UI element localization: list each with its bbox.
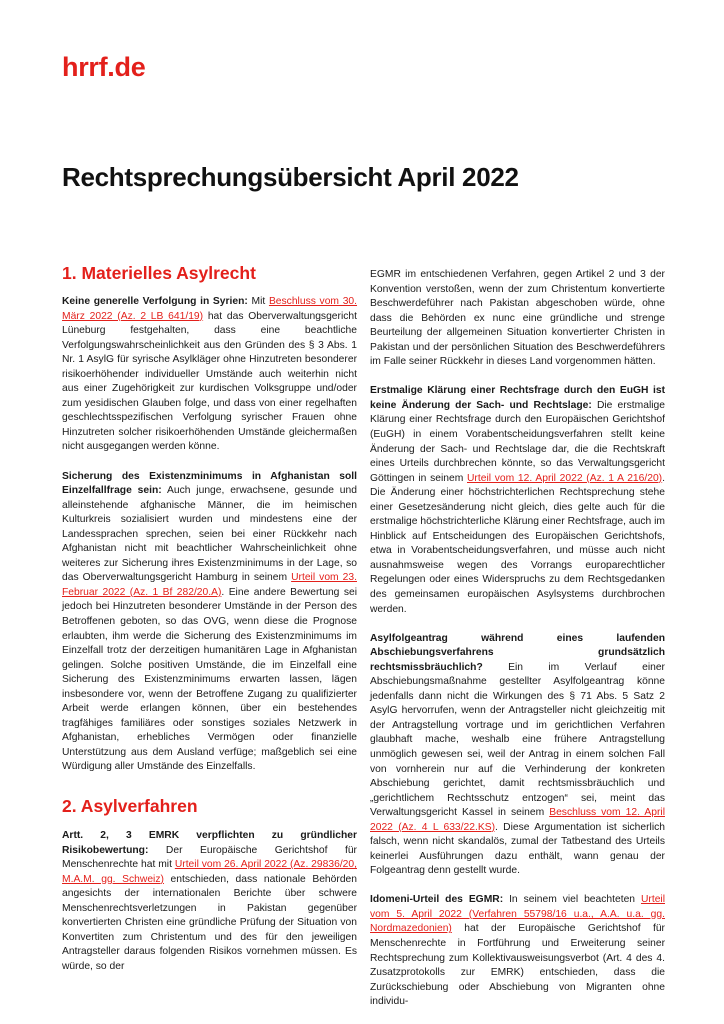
paragraph-afghanistan bbox=[62, 470, 357, 775]
paragraph-text: Die erstmalige Klärung einer Rechtsfrage durch den Europäischen Gerichtshof (EuGH) in einem Vorabentscheidungsverfahren stellt keine Änderung der Sach- und Rechtslage dar, die die Rechtskraft eines Urteils durchbrechen könnte, so das Verwaltungsgericht Göttingen in seinem bbox=[370, 399, 666, 484]
paragraph-emrk bbox=[62, 829, 357, 974]
paragraph-lead: Erstmalige Klärung einer Rechtsfrage durch den EuGH ist keine Änderung der Sach- und Rechtslage: bbox=[370, 385, 665, 411]
paragraph-syrien bbox=[62, 295, 357, 455]
ruling-link[interactable]: Urteil vom 23. Februar 2022 (Az. 1 Bf 282/20.A) bbox=[62, 572, 357, 598]
ruling-link[interactable]: Urteil vom 12. April 2022 (Az. 1 A 216/20) bbox=[467, 472, 663, 484]
ruling-link[interactable]: Urteil vom 26. April 2022 (Az. 29836/20, M.A.M. gg. Schweiz) bbox=[62, 859, 357, 885]
paragraph-idomeni bbox=[370, 893, 665, 1009]
section-heading-asylverfahren: 2. Asylverfahren bbox=[62, 796, 198, 816]
paragraph-text: hat der Europäische Gerichtshof für Menschenrechte in Fortführung und Erweiterung seiner Rechtsprechung zum Kollektivausweisungsverbot (Art. 4 des 4. Zusatzprotokolls zur EMRK) entschieden, dass die Zurückschiebung oder Abschiebung von Migranten ohne individu- bbox=[370, 923, 665, 1008]
ruling-link[interactable]: Urteil vom 5. April 2022 (Verfahren 55798/16 u.a., A.A. u.a. gg. Nordmazedonien) bbox=[370, 894, 665, 935]
paragraph-text: entschieden, dass nationale Behörden angesichts der internationalen Berichte über schwere Menschenrechtsverletzungen in Pakistan gegenüber konvertierten Christen eine gründliche Prüfung der Situation von Konvertiten zum Christentum und des für den jeweiligen Antragsteller daraus folgenden Risikos vornehmen müssen. Es würde, so der bbox=[62, 873, 357, 972]
paragraph-text: hat das Oberverwaltungsgericht Lüneburg festgehalten, dass eine beachtliche Verfolgungswahrscheinlichkeit aus den Gründen des § 3 Abs. 1 Nr. 1 AsylG für syrische Asylkläger ohne Hinzutreten besonderer risikoerhöhender individueller Umstände auch weiterhin nicht aus einer Zugehörigkeit zur kurdischen Volksgruppe und/oder zum yesidischen Glauben folge, und dass von einer regelhaften geschlechtsspezifischen Verfolgung syrischer Frauen ohne Hinzutreten solcher risikoerhöhenden Umstände gleichermaßen nicht ausgegangen werden könne. bbox=[62, 310, 357, 453]
paragraph-text: In seinem viel beachteten bbox=[503, 894, 641, 906]
paragraph-lead: Asylfolgeantrag während eines laufenden Abschiebungsverfahrens grundsätzlich rechtsmissbräuchlich? bbox=[370, 632, 665, 673]
paragraph-lead: Artt. 2, 3 EMRK verpflichten zu gründlicher Risikobewertung: bbox=[62, 830, 357, 856]
paragraph-text: Der Europäische Gerichtshof für Menschenrechte hat mit bbox=[62, 844, 357, 871]
paragraph-text: Mit bbox=[247, 296, 269, 307]
paragraph-emrk-continued: EGMR im entschiedenen Verfahren, gegen Artikel 2 und 3 der Konvention verstoßen, wenn der zum Christentum konvertierte Beschwerdeführer nach Pakistan abgeschoben würde, ohne dass die Behörden ex nunc eine gründliche und strenge Beurteilung der allgemeinen Situation konvertierter Christen in Pakistan und der persönlichen Situation des Beschwerdeführers im Falle seiner Rückkehr in dieses Land vorgenommen hätten. bbox=[370, 269, 665, 368]
column-right bbox=[370, 268, 665, 1024]
paragraph-text: . Die Änderung einer höchstrichterlichen Rechtsprechung stehe einer Gesetzesänderung nicht gleich, dies gelte auch für die erstmalige höchstrichterliche Klärung einer Rechtsfrage, auch im Hinblick auf Entscheidungen des Europäischen Gerichtshofs, etwa in Vorabentscheidungsverfahren, und müsse auch nicht ausnahmsweise wegen des Vorrangs europarechtlicher Regelungen oder eines Widerspruchs zu dem Rechtsgedanken des gemeinsamen europäischen Asylsystems durchbrochen werden. bbox=[370, 472, 665, 615]
ruling-link[interactable]: Beschluss vom 30. März 2022 (Az. 2 LB 641/19) bbox=[62, 296, 358, 322]
paragraph-folgeantrag bbox=[370, 632, 665, 879]
paragraph-text: Ein im Verlauf einer Abschiebungsmaßnahme gestellter Asylfolgeantrag könne jedenfalls dann nicht die Wirkungen des § 71 Abs. 5 Satz 2 AsylG hervorrufen, wenn der Antragsteller nicht gleichzeitig mit der Antragstellung vortrage und im gerichtlichen Verfahren glaubhaft mache, weshalb eine frühere Antragstellung unmöglich gewesen sei, weil der Antrag in einem solchen Fall von vornherein nur auf die Verhinderung der konkreten Abschiebung gerichtet, damit rechtsmissbräuchlich und „gerichtlichem Rechtsschutz entzogen“ sei, meint das Verwaltungsgericht Kassel in seinem bbox=[370, 661, 665, 819]
paragraph-lead: Sicherung des Existenzminimums in Afghanistan soll Einzelfallfrage sein: bbox=[62, 470, 357, 497]
paragraph-text: . Diese Argumentation ist sicherlich falsch, wenn nicht skandalös, zumal der Tatbestand des Urteils keinerlei Ausführungen dazu enthält, wann genau der Folgeantrag denn gestellt wurde. bbox=[370, 821, 665, 877]
paragraph-text: . Eine andere Bewertung sei jedoch bei Hinzutreten besonderer Umstände in der Person des Betroffenen geboten, so das OVG, wenn diese die Prognose erlaubten, ihm werde die Sicherung des Existenzminimums im Einzelfall trotz der derzeitigen humanitären Lage in Afghanistan gelingen. Solche positiven Umstände, die im Einzelfall eine Sicherung des Existenzminimums erwarten lassen, lägen insbesondere vor, wenn der Betroffene Zugang zu qualifizierter Arbeit werde erlangen können, über ein bestehendes tragfähiges familiäres oder sonstiges soziales Netzwerk in Afghanistan, erhebliches Vermögen oder finanzielle Unterstützung aus dem Ausland verfüge; maßgeblich sei eine Würdigung aller Umstände des Einzelfalls. bbox=[62, 586, 357, 773]
page-title: Rechtsprechungsübersicht April 2022 bbox=[62, 162, 519, 192]
paragraph-lead: Keine generelle Verfolgung in Syrien: bbox=[62, 296, 248, 307]
paragraph-text: Auch junge, erwachsene, gesunde und alleinstehende afghanische Männer, die im heimischen Kulturkreis sozialisiert wurden und mindestens eine der Landessprachen sprechen, seien bei einer Rückkehr nach Afghanistan nicht mit beachtlicher Wahrscheinlichkeit ohne weiteres zur Sicherung ihres Existenzminimums in der Lage, so das Oberverwaltungsgericht Hamburg in seinem bbox=[62, 485, 357, 584]
ruling-link[interactable]: Beschluss vom 12. April 2022 (Az. 4 L 633/22.KS) bbox=[370, 807, 665, 833]
column-left bbox=[62, 262, 357, 989]
paragraph-lead: Idomeni-Urteil des EGMR: bbox=[370, 894, 504, 906]
section-heading-materielles-asylrecht: 1. Materielles Asylrecht bbox=[62, 263, 256, 283]
paragraph-eugh bbox=[370, 384, 665, 617]
site-logo[interactable]: hrrf.de bbox=[62, 52, 146, 82]
